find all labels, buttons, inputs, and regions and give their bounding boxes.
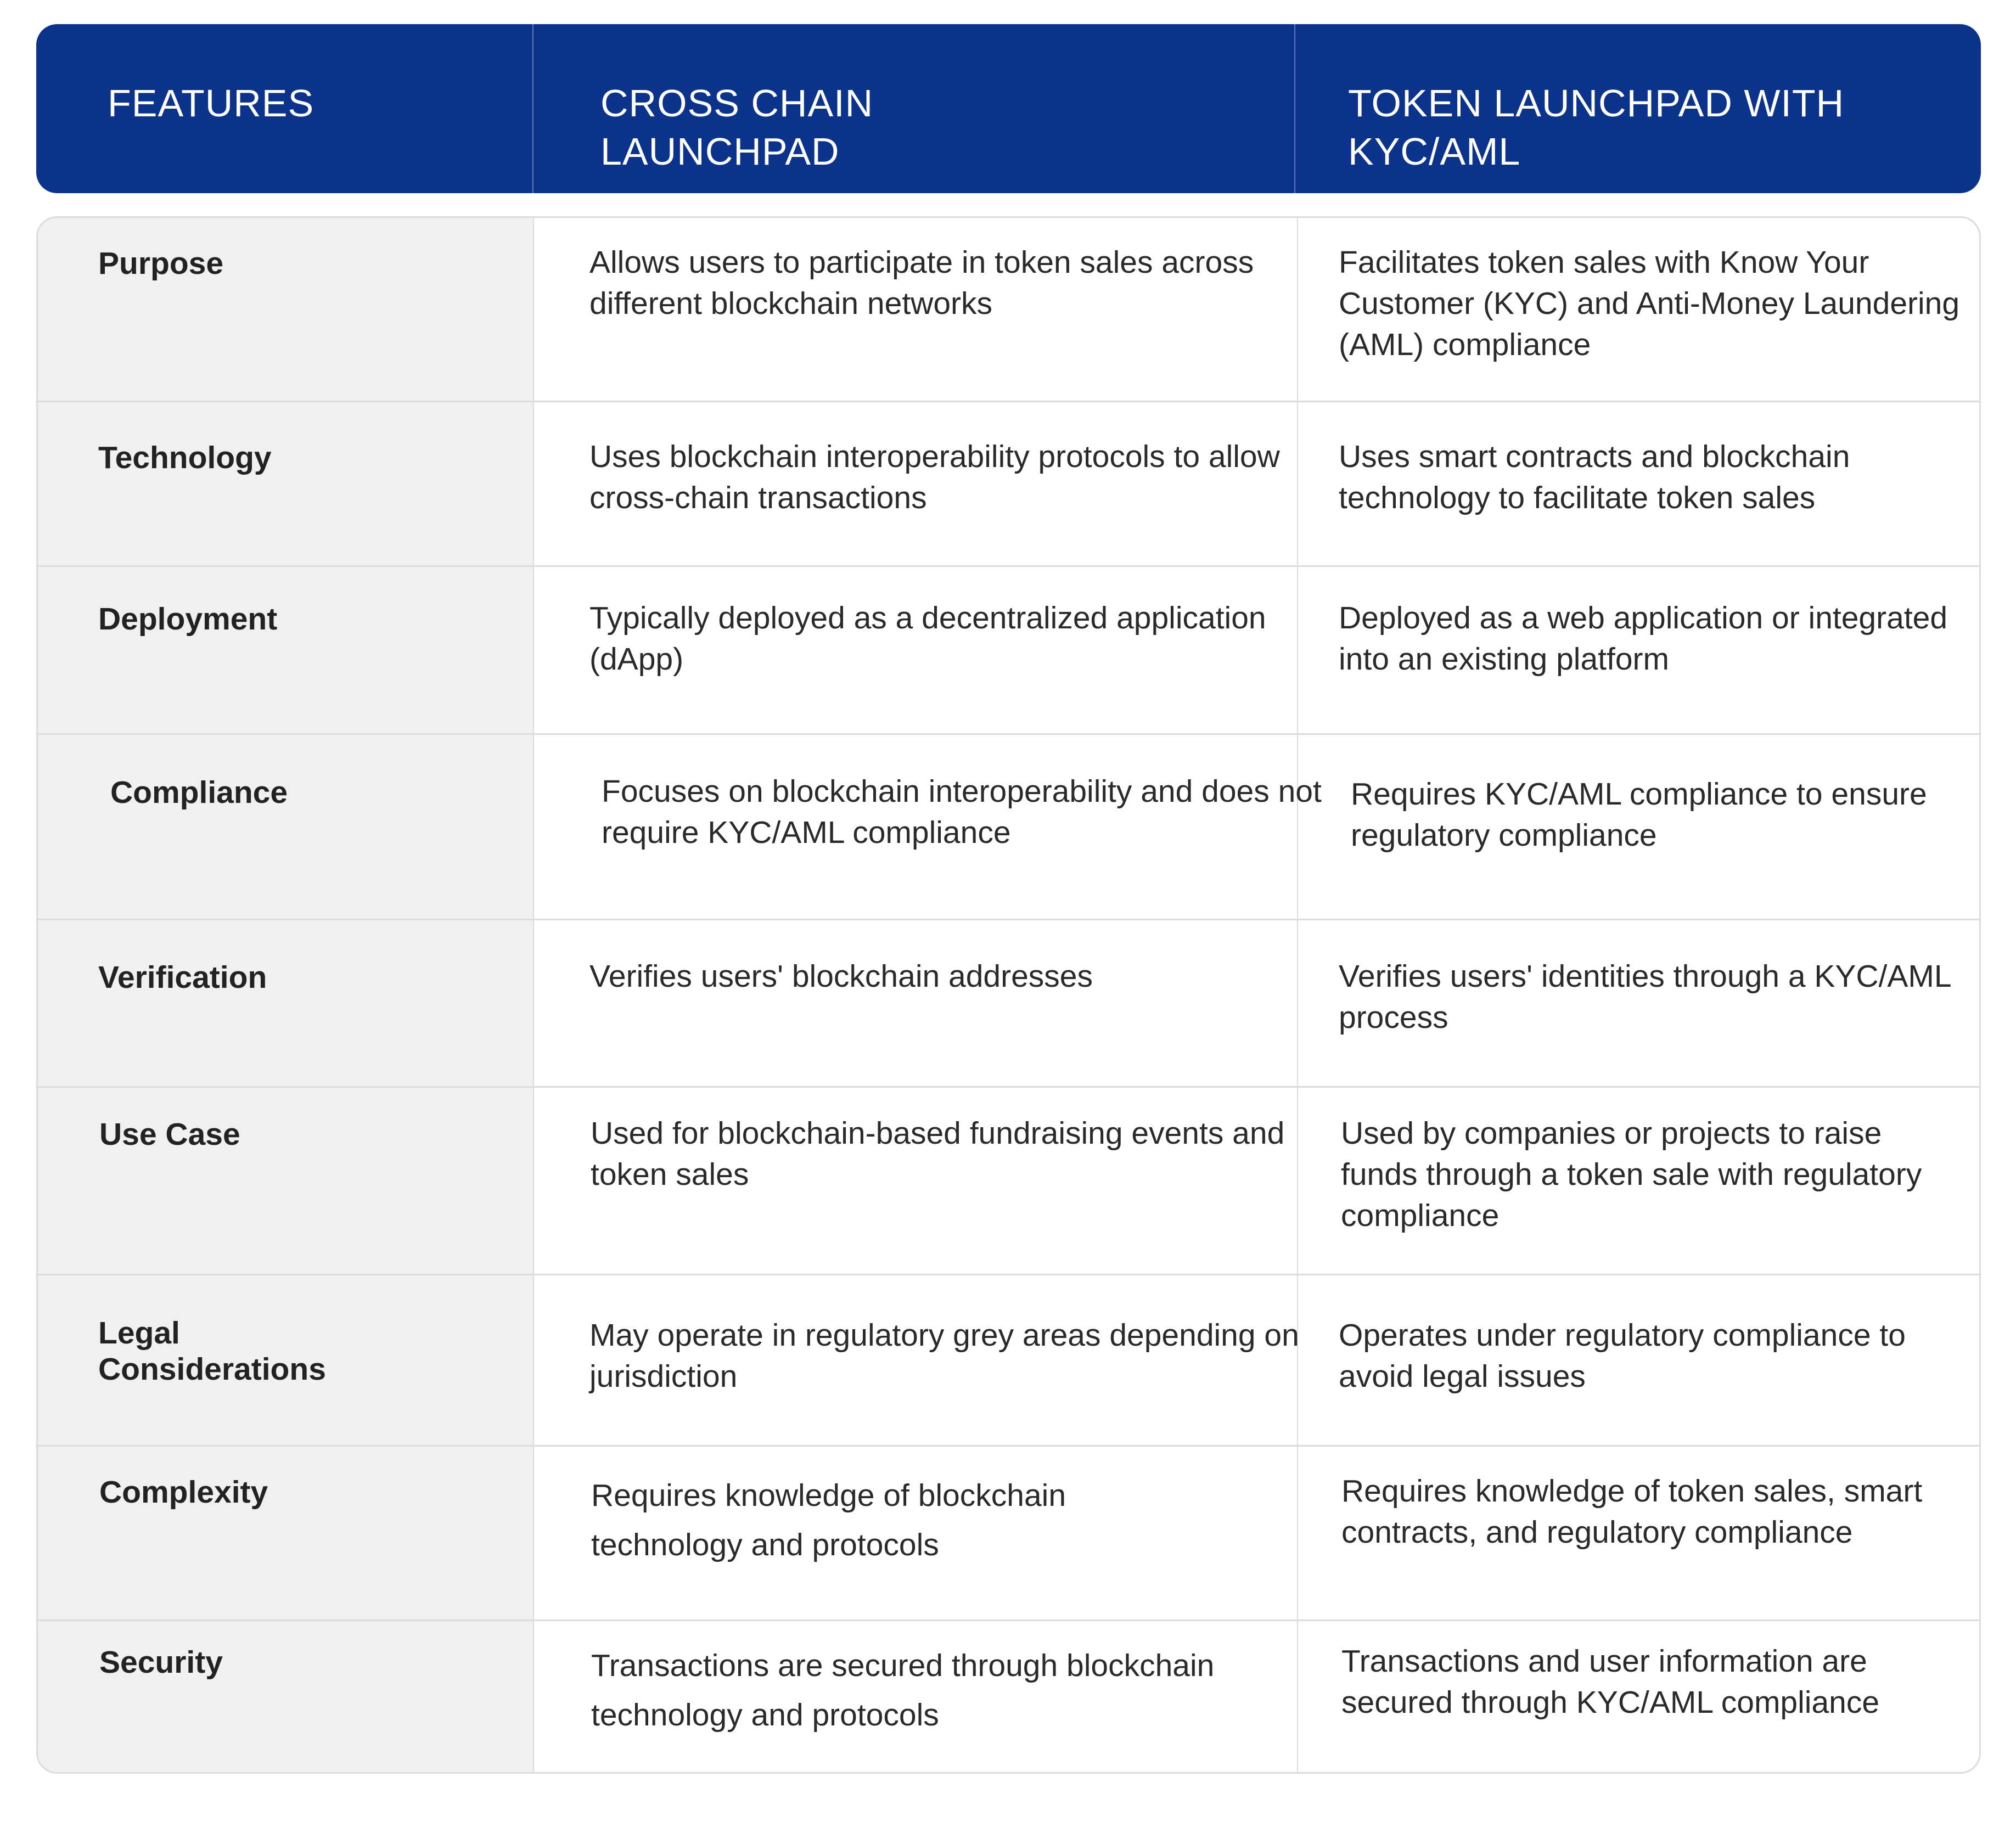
header-kyc-aml-line1: TOKEN LAUNCHPAD WITH <box>1348 82 1845 125</box>
table-row-security <box>38 1619 1979 1774</box>
table-row-verification <box>38 919 1979 1086</box>
header-features <box>36 24 532 193</box>
kyc-aml-value: Verifies users' identities through a KYC/AML process <box>1339 959 1951 1035</box>
cross-chain-value: Verifies users' blockchain addresses <box>589 959 1093 994</box>
cross-chain-value: Allows users to participate in token sales across different blockchain networks <box>589 245 1254 321</box>
cross-chain-value: May operate in regulatory grey areas depending on jurisdiction <box>589 1318 1299 1394</box>
feature-label: Legal Considerations <box>98 1315 326 1387</box>
cross-chain-value: Transactions are secured through blockchain technology and protocols <box>591 1648 1215 1733</box>
cross-chain-value: Typically deployed as a decentralized application (dApp) <box>589 600 1266 677</box>
kyc-aml-value: Uses smart contracts and blockchain technology to facilitate token sales <box>1339 439 1850 515</box>
comparison-table <box>36 216 1981 1774</box>
table-row-use-case <box>38 1086 1979 1274</box>
feature-label: Use Case <box>99 1117 240 1152</box>
cross-chain-value: Used for blockchain-based fundraising events and token sales <box>591 1116 1285 1192</box>
cross-chain-value: Requires knowledge of blockchain technology and protocols <box>591 1478 1066 1562</box>
table-row-complexity <box>38 1445 1979 1619</box>
table-header <box>36 24 1981 193</box>
cross-chain-value: Focuses on blockchain interoperability and does not require KYC/AML compliance <box>602 774 1322 850</box>
table-row-compliance <box>38 733 1979 919</box>
feature-label: Deployment <box>98 601 278 637</box>
kyc-aml-value: Deployed as a web application or integrated into an existing platform <box>1339 600 1948 677</box>
kyc-aml-value: Requires KYC/AML compliance to ensure regulatory compliance <box>1351 777 1927 853</box>
header-cross-chain-line2: LAUNCHPAD <box>600 130 840 173</box>
kyc-aml-value: Used by companies or projects to raise funds through a token sale with regulatory compliance <box>1341 1116 1922 1233</box>
feature-label: Compliance <box>110 775 288 810</box>
kyc-aml-value: Transactions and user information are secured through KYC/AML compliance <box>1341 1644 1880 1720</box>
header-cross-chain-launchpad <box>532 24 1294 193</box>
table-row-legal-considerations <box>38 1274 1979 1445</box>
header-kyc-aml-line2: KYC/AML <box>1348 130 1521 173</box>
feature-label: Complexity <box>99 1475 268 1510</box>
table-row-purpose <box>38 218 1979 401</box>
table-row-technology <box>38 401 1979 565</box>
feature-label: Purpose <box>98 246 224 281</box>
cross-chain-value: Uses blockchain interoperability protocols to allow cross-chain transactions <box>589 439 1280 515</box>
feature-label: Technology <box>98 440 272 475</box>
kyc-aml-value: Facilitates token sales with Know Your Customer (KYC) and Anti-Money Laundering (AML) compliance <box>1339 245 1960 362</box>
feature-label: Verification <box>98 960 267 995</box>
kyc-aml-value: Requires knowledge of token sales, smart contracts, and regulatory compliance <box>1341 1474 1923 1550</box>
header-cross-chain-line1: CROSS CHAIN <box>600 82 874 125</box>
header-kyc-aml-launchpad <box>1294 24 1981 193</box>
feature-label: Security <box>99 1645 223 1680</box>
table-row-deployment <box>38 565 1979 733</box>
kyc-aml-value: Operates under regulatory compliance to avoid legal issues <box>1339 1318 1906 1394</box>
header-features-label: FEATURES <box>108 82 315 125</box>
